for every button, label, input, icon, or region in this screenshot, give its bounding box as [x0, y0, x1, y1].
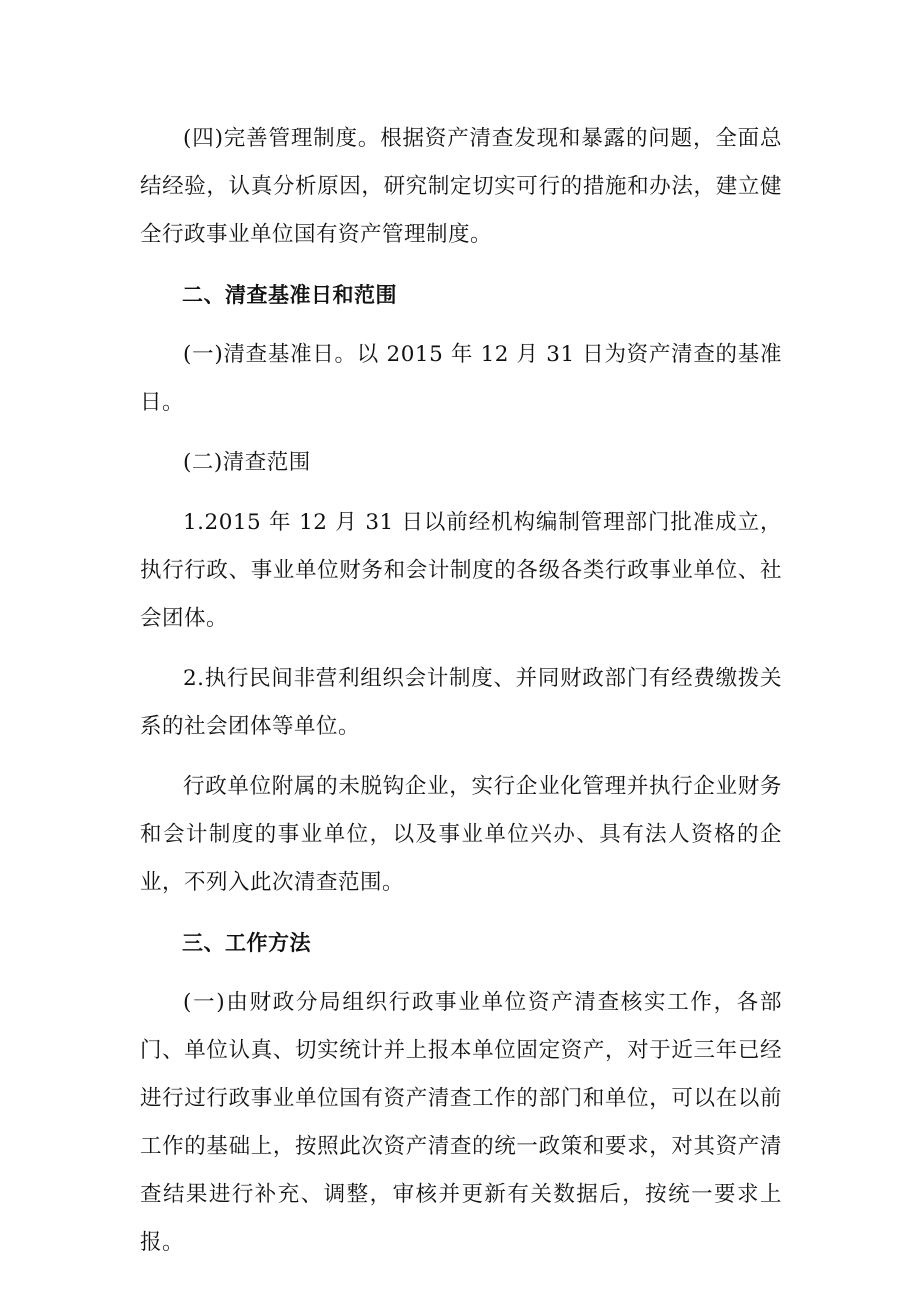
section-heading-scope: 二、清查基准日和范围	[182, 283, 397, 307]
paragraph-scope-title: (二)清查范围	[183, 450, 311, 475]
paragraph-improve-management: (四)完善管理制度。根据资产清查发现和暴露的问题，全面总结经验，认真分析原因，研究制定切实可行的措施和办法，建立健全行政事业单位国有资产管理制度。	[140, 126, 782, 247]
paragraph-base-date: (一)清查基准日。以 2015 年 12 月 31 日为资产清查的基准日。	[140, 342, 782, 415]
section-heading-methods: 三、工作方法	[182, 931, 311, 955]
paragraph-scope-exclusion: 行政单位附属的未脱钩企业，实行企业化管理并执行企业财务和会计制度的事业单位，以及事业单位兴办、具有法人资格的企业，不列入此次清查范围。	[140, 774, 782, 895]
paragraph-scope-item-2: 2.执行民间非营利组织会计制度、并同财政部门有经费缴拨关系的社会团体等单位。	[140, 666, 782, 739]
paragraph-method-1: (一)由财政分局组织行政事业单位资产清查核实工作，各部门、单位认真、切实统计并上报本单位固定资产，对于近三年已经进行过行政事业单位国有资产清查工作的部门和单位，可以在以前工作的基础上，按照此次资产清查的统一政策和要求，对其资产清查结果进行补充、调整，审核并更新有关数据后，按统一要求上报。	[140, 990, 782, 1255]
paragraph-scope-item-1: 1.2015 年 12 月 31 日以前经机构编制管理部门批准成立，执行行政、事业单位财务和会计制度的各级各类行政事业单位、社会团体。	[140, 510, 782, 631]
